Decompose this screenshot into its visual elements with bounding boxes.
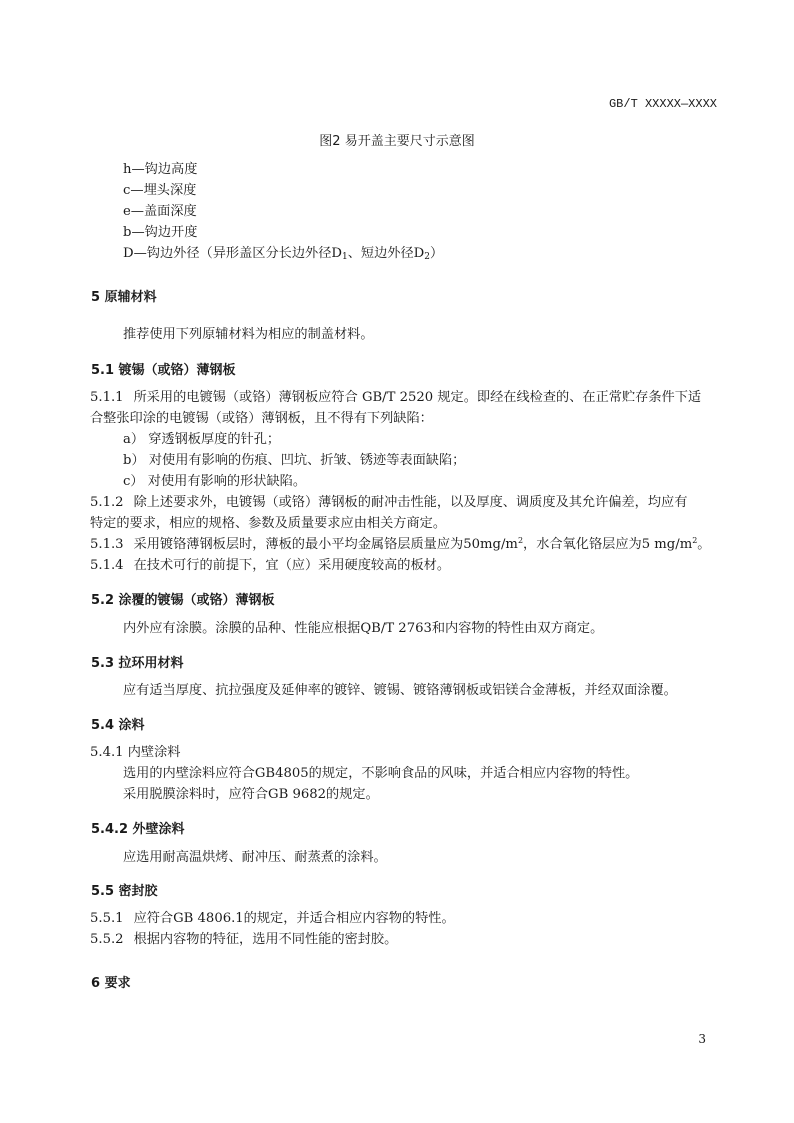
clause-5-5-2: 5.5.2 根据内容物的特征，选用不同性能的密封胶。 (90, 932, 398, 947)
legend-e: e—盖面深度 (123, 204, 197, 219)
document-code-header: GB/T XXXXX—XXXX (608, 97, 717, 111)
section-5-3-text: 应有适当厚度、抗拉强度及延伸率的镀锌、镀锡、镀铬薄钢板或铝镁合金薄板，并经双面涂覆。 (123, 683, 677, 698)
section-5-2-text: 内外应有涂膜。涂膜的品种、性能应根据QB/T 2763和内容物的特性由双方商定。 (123, 621, 604, 636)
clause-5-1-2-line2: 特定的要求，相应的规格、参数及质量要求应由相关方商定。 (90, 516, 447, 531)
section-5-3-title: 5.3 拉环用材料 (91, 656, 184, 671)
clause-5-4-1-line2: 采用脱膜涂料时，应符合GB 9682的规定。 (123, 787, 379, 802)
list-item-a: a） 穿透钢板厚度的针孔； (123, 432, 281, 447)
section-5-2-title: 5.2 涂覆的镀锡（或铬）薄钢板 (91, 593, 275, 608)
clause-5-4-1-title: 5.4.1 内壁涂料 (90, 745, 181, 760)
section-5-1-title: 5.1 镀锡（或铬）薄钢板 (91, 363, 236, 378)
clause-5-1-4: 5.1.4 在技术可行的前提下，宜（应）采用硬度较高的板材。 (90, 558, 451, 573)
clause-5-1-1: 5.1.1 所采用的电镀锡（或铬）薄钢板应符合 GB/T 2520 规定。即经在线检查的、在正常贮存条件下适 (90, 390, 702, 405)
section-5-4-title: 5.4 涂料 (91, 718, 145, 733)
section-5-title: 5 原辅材料 (91, 290, 157, 305)
figure-caption: 图2 易开盖主要尺寸示意图 (319, 134, 475, 149)
section-5-intro: 推荐使用下列原辅材料为相应的制盖材料。 (123, 327, 374, 342)
clause-5-4-2-text: 应选用耐高温烘烤、耐冲压、耐蒸煮的涂料。 (123, 850, 387, 865)
legend-h: h—钩边高度 (123, 162, 198, 177)
section-5-5-title: 5.5 密封胶 (91, 884, 158, 899)
legend-c: c—埋头深度 (123, 183, 197, 198)
list-item-c: c） 对使用有影响的形状缺陷。 (123, 474, 307, 489)
clause-5-1-3: 5.1.3 采用镀铬薄钢板层时，薄板的最小平均金属铬层质量应为$50mg/m^2$，水合氧化铬层应为5 $mg/m^2$。 (90, 536, 711, 552)
clause-5-1-1-line2: 合整张印涂的电镀锡（或铬）薄钢板，且不得有下列缺陷： (90, 411, 433, 426)
list-item-b: b） 对使用有影响的伤痕、凹坑、折皱、锈迹等表面缺陷； (123, 453, 466, 468)
legend-D: D—钩边外径（异形盖区分长边外径$D_1$、短边外径$D_2$） (123, 246, 444, 262)
page-number: 3 (698, 1032, 706, 1046)
clause-5-1-2: 5.1.2 除上述要求外，电镀锡（或铬）薄钢板的耐冲击性能，以及厚度、调质度及其允许偏差，均应有 (90, 495, 688, 510)
clause-5-4-2-title: 5.4.2 外壁涂料 (91, 822, 185, 837)
legend-b: b—钩边开度 (123, 225, 198, 240)
clause-5-4-1-line1: 选用的内壁涂料应符合GB4805的规定，不影响食品的风味，并适合相应内容物的特性。 (123, 766, 639, 781)
clause-5-5-1: 5.5.1 应符合GB 4806.1的规定，并适合相应内容物的特性。 (90, 911, 455, 926)
section-6-title: 6 要求 (91, 976, 131, 991)
